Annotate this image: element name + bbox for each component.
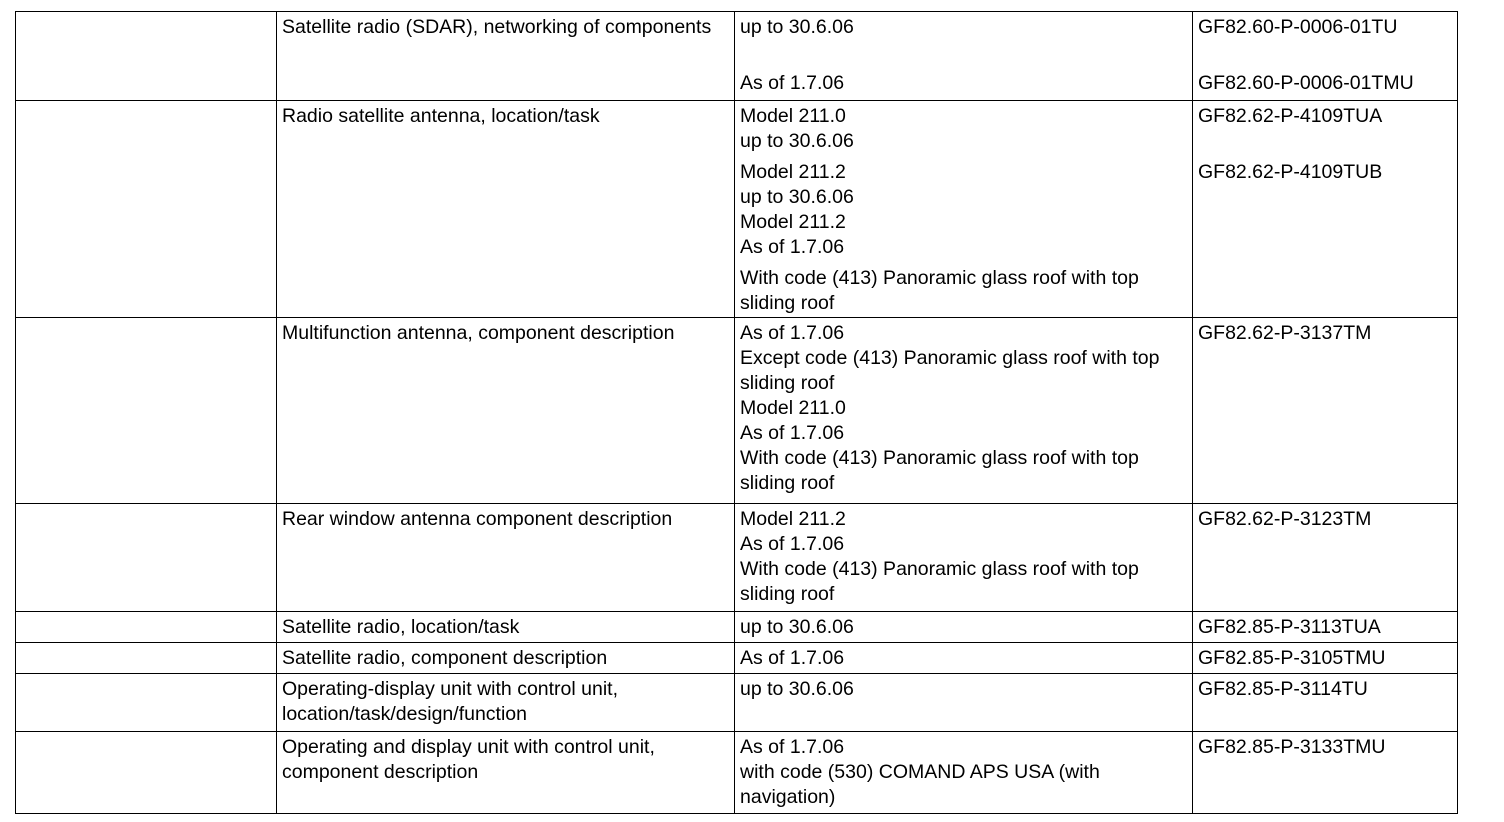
- table-row: [16, 612, 1458, 643]
- description-text: Rear window antenna component description: [282, 508, 673, 530]
- document-code[interactable]: GF82.85-P-3113TUA: [1198, 616, 1381, 638]
- conditions-cell: [735, 643, 1193, 674]
- condition-text: up to 30.6.06: [740, 16, 854, 38]
- description-cell: [277, 732, 735, 814]
- condition-text: Model 211.2: [740, 211, 846, 233]
- table-row: [16, 674, 1458, 732]
- description-cell: [277, 504, 735, 612]
- description-cell: [277, 643, 735, 674]
- table-row: [16, 732, 1458, 814]
- condition-text: As of 1.7.06: [740, 647, 845, 669]
- description-text: Satellite radio (SDAR), networking of components: [282, 16, 712, 38]
- description-text: Satellite radio, component description: [282, 647, 608, 669]
- condition-text: As of 1.7.06: [740, 72, 845, 94]
- condition-text: with code (530) COMAND APS USA (with navigation): [740, 761, 1100, 808]
- description-text: Multifunction antenna, component description: [282, 322, 675, 344]
- description-text: Radio satellite antenna, location/task: [282, 105, 600, 127]
- document-code[interactable]: GF82.62-P-3123TM: [1198, 508, 1372, 530]
- document-code[interactable]: GF82.85-P-3114TU: [1198, 678, 1368, 700]
- table-row: [16, 101, 1458, 318]
- condition-text: With code (413) Panoramic glass roof with top sliding roof: [740, 447, 1139, 494]
- description-cell: [277, 612, 735, 643]
- description-cell: [277, 101, 735, 318]
- empty-cell: [16, 318, 277, 504]
- condition-text: As of 1.7.06: [740, 422, 845, 444]
- condition-text: up to 30.6.06: [740, 186, 854, 208]
- conditions-cell: [735, 674, 1193, 732]
- document-code[interactable]: GF82.62-P-4109TUA: [1198, 105, 1383, 127]
- empty-cell: [16, 612, 277, 643]
- description-text: Satellite radio, location/task: [282, 616, 520, 638]
- document-cell: [1193, 643, 1458, 674]
- document-code[interactable]: GF82.85-P-3133TMU: [1198, 736, 1386, 758]
- condition-text: With code (413) Panoramic glass roof with top sliding roof: [740, 558, 1139, 605]
- conditions-cell: [735, 732, 1193, 814]
- document-cell: [1193, 318, 1458, 504]
- document-code[interactable]: GF82.60-P-0006-01TU: [1198, 16, 1398, 38]
- document-cell: [1193, 12, 1458, 101]
- empty-cell: [16, 101, 277, 318]
- conditions-cell: [735, 504, 1193, 612]
- condition-text: Model 211.0: [740, 397, 846, 419]
- conditions-cell: [735, 318, 1193, 504]
- table-row: [16, 643, 1458, 674]
- description-cell: [277, 12, 735, 101]
- empty-cell: [16, 732, 277, 814]
- condition-text: As of 1.7.06: [740, 322, 845, 344]
- document-cell: [1193, 612, 1458, 643]
- document-reference-table: [15, 11, 1458, 814]
- empty-cell: [16, 504, 277, 612]
- document-code[interactable]: GF82.62-P-4109TUB: [1198, 161, 1383, 183]
- description-text: Operating-display unit with control unit, location/task/design/function: [282, 678, 619, 725]
- conditions-cell: [735, 612, 1193, 643]
- description-text: Operating and display unit with control unit, component description: [282, 736, 655, 783]
- condition-text: Model 211.2: [740, 161, 846, 183]
- conditions-cell: [735, 101, 1193, 318]
- table-row: [16, 12, 1458, 101]
- description-cell: [277, 674, 735, 732]
- empty-cell: [16, 12, 277, 101]
- document-cell: [1193, 504, 1458, 612]
- document-code[interactable]: GF82.85-P-3105TMU: [1198, 647, 1386, 669]
- document-code[interactable]: GF82.60-P-0006-01TMU: [1198, 72, 1414, 94]
- document-code[interactable]: GF82.62-P-3137TM: [1198, 322, 1372, 344]
- condition-text: As of 1.7.06: [740, 236, 845, 258]
- condition-text: As of 1.7.06: [740, 736, 845, 758]
- condition-text: Model 211.0: [740, 105, 846, 127]
- empty-cell: [16, 643, 277, 674]
- condition-text: up to 30.6.06: [740, 616, 854, 638]
- condition-text: As of 1.7.06: [740, 533, 845, 555]
- table-row: [16, 318, 1458, 504]
- condition-text: Model 211.2: [740, 508, 846, 530]
- condition-text: Except code (413) Panoramic glass roof with top sliding roof: [740, 347, 1160, 394]
- empty-cell: [16, 674, 277, 732]
- conditions-cell: [735, 12, 1193, 101]
- document-cell: [1193, 674, 1458, 732]
- description-cell: [277, 318, 735, 504]
- condition-text: up to 30.6.06: [740, 130, 854, 152]
- condition-text: With code (413) Panoramic glass roof with top sliding roof: [740, 267, 1139, 314]
- document-cell: [1193, 732, 1458, 814]
- table-row: [16, 504, 1458, 612]
- document-cell: [1193, 101, 1458, 318]
- condition-text: up to 30.6.06: [740, 678, 854, 700]
